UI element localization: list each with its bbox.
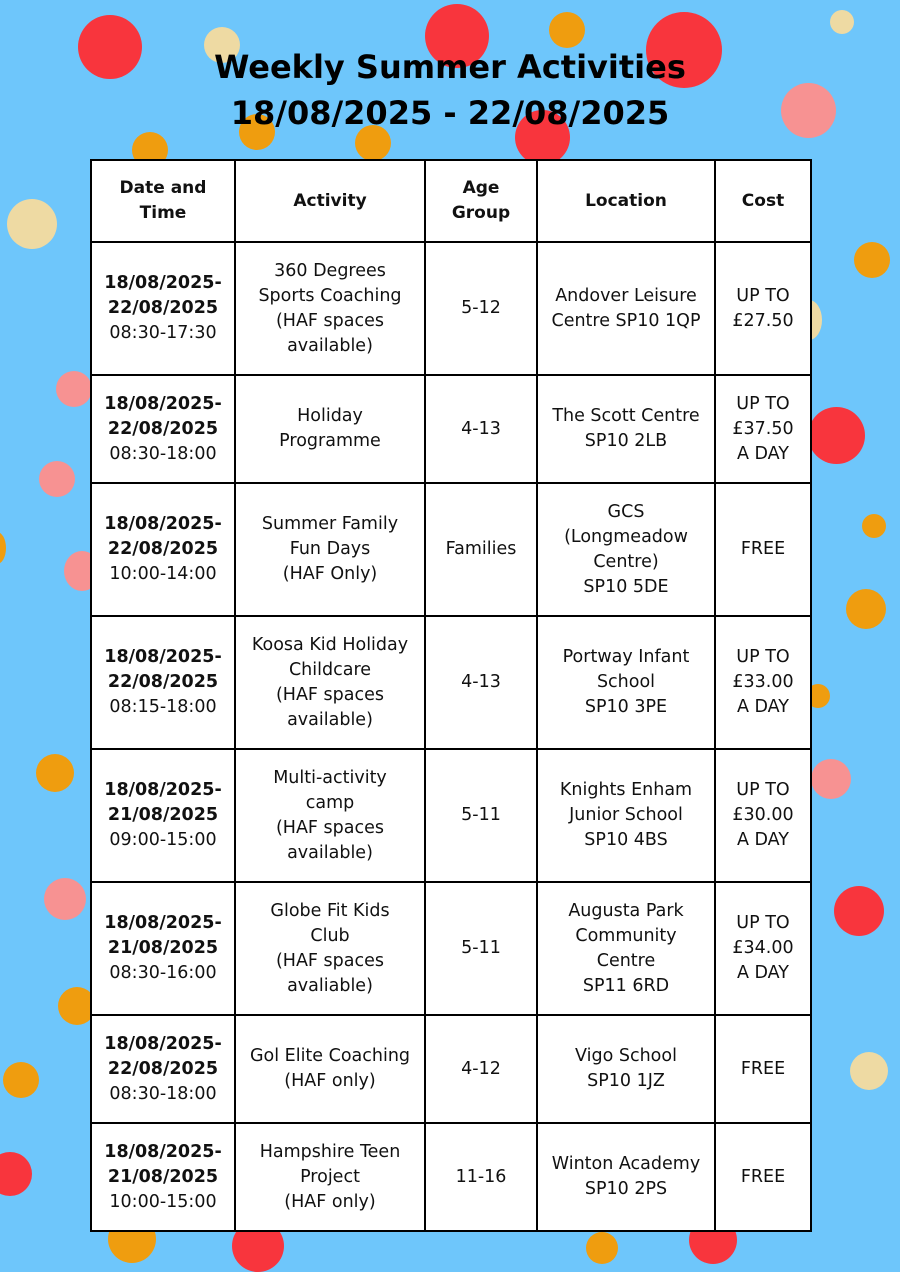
activities-table [90, 159, 812, 1232]
activity-cell: Multi-activity camp (HAF spaces available) [235, 749, 425, 882]
cost-cell: UP TO £37.50 A DAY [715, 375, 811, 483]
age-group-cell: 5-11 [425, 882, 537, 1015]
time-range: 08:30-18:00 [109, 443, 217, 464]
title-line-2: 18/08/2025 - 22/08/2025 [230, 94, 670, 132]
page-title [0, 44, 900, 136]
activity-cell: Gol Elite Coaching (HAF only) [235, 1015, 425, 1123]
date-time-cell [91, 375, 235, 483]
cost-cell: FREE [715, 1015, 811, 1123]
activity-cell: Holiday Programme [235, 375, 425, 483]
date-time-cell [91, 882, 235, 1015]
time-range: 09:00-15:00 [109, 830, 217, 850]
date-time-cell [91, 1015, 235, 1123]
location-cell: GCS (Longmeadow Centre) SP10 5DE [537, 483, 715, 616]
age-group-cell: Families [425, 483, 537, 616]
header-location: Location [537, 160, 715, 242]
date-range: 18/08/2025- 22/08/2025 [104, 514, 222, 559]
age-group-cell: 11-16 [425, 1123, 537, 1231]
cost-cell: UP TO £30.00 A DAY [715, 749, 811, 882]
table-row [91, 483, 811, 616]
activity-cell: 360 Degrees Sports Coaching (HAF spaces available) [235, 242, 425, 375]
cost-cell: UP TO £27.50 [715, 242, 811, 375]
date-range: 18/08/2025- 21/08/2025 [104, 780, 222, 825]
cost-cell: FREE [715, 1123, 811, 1231]
header-activity: Activity [235, 160, 425, 242]
table-row [91, 1123, 811, 1231]
header-age-group: Age Group [425, 160, 537, 242]
location-cell: Knights Enham Junior School SP10 4BS [537, 749, 715, 882]
title-line-1: Weekly Summer Activities [214, 48, 686, 86]
activity-cell: Koosa Kid Holiday Childcare (HAF spaces available) [235, 616, 425, 749]
age-group-cell: 4-13 [425, 375, 537, 483]
age-group-cell: 5-12 [425, 242, 537, 375]
date-time-cell [91, 483, 235, 616]
location-cell: Vigo School SP10 1JZ [537, 1015, 715, 1123]
location-cell: Winton Academy SP10 2PS [537, 1123, 715, 1231]
age-group-cell: 4-12 [425, 1015, 537, 1123]
activity-cell: Globe Fit Kids Club (HAF spaces avaliable) [235, 882, 425, 1015]
table-row [91, 375, 811, 483]
time-range: 10:00-14:00 [109, 564, 217, 584]
time-range: 08:30-16:00 [109, 963, 217, 983]
table-row [91, 749, 811, 882]
table-row [91, 616, 811, 749]
cost-cell: FREE [715, 483, 811, 616]
header-date-time: Date and Time [91, 160, 235, 242]
date-range: 18/08/2025- 22/08/2025 [104, 647, 222, 692]
date-range: 18/08/2025- 22/08/2025 [104, 393, 222, 439]
table-row [91, 242, 811, 375]
location-cell: Andover Leisure Centre SP10 1QP [537, 242, 715, 375]
time-range: 10:00-15:00 [109, 1191, 217, 1212]
time-range: 08:15-18:00 [109, 697, 217, 717]
date-time-cell [91, 1123, 235, 1231]
activity-cell: Hampshire Teen Project (HAF only) [235, 1123, 425, 1231]
activity-cell: Summer Family Fun Days (HAF Only) [235, 483, 425, 616]
location-cell: Portway Infant School SP10 3PE [537, 616, 715, 749]
header-cost: Cost [715, 160, 811, 242]
age-group-cell: 4-13 [425, 616, 537, 749]
location-cell: Augusta Park Community Centre SP11 6RD [537, 882, 715, 1015]
age-group-cell: 5-11 [425, 749, 537, 882]
date-range: 18/08/2025- 21/08/2025 [104, 913, 222, 958]
table-header-row [91, 160, 811, 242]
date-time-cell [91, 616, 235, 749]
table-row [91, 882, 811, 1015]
time-range: 08:30-17:30 [109, 323, 217, 343]
date-range: 18/08/2025- 22/08/2025 [104, 1033, 222, 1079]
table-row [91, 1015, 811, 1123]
date-time-cell [91, 242, 235, 375]
date-range: 18/08/2025- 22/08/2025 [104, 273, 222, 318]
date-range: 18/08/2025- 21/08/2025 [104, 1141, 222, 1187]
location-cell: The Scott Centre SP10 2LB [537, 375, 715, 483]
time-range: 08:30-18:00 [109, 1083, 217, 1104]
cost-cell: UP TO £33.00 A DAY [715, 616, 811, 749]
date-time-cell [91, 749, 235, 882]
cost-cell: UP TO £34.00 A DAY [715, 882, 811, 1015]
